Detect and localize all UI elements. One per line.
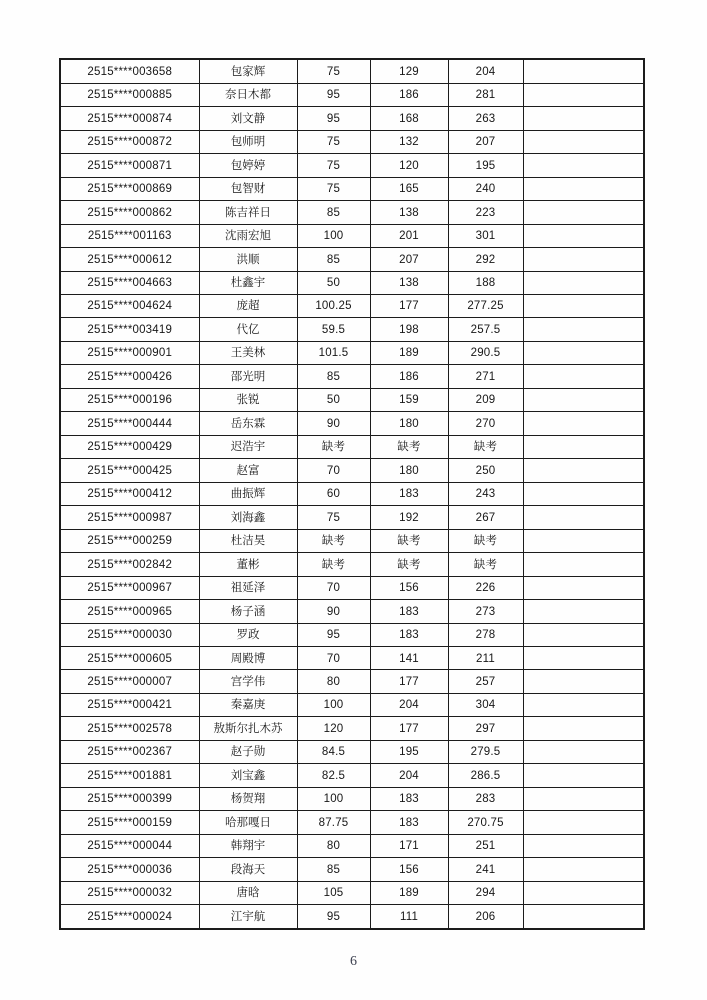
cell-score1: 100: [297, 787, 370, 810]
cell-score2: 183: [370, 623, 448, 646]
cell-candidate-id: 2515****002578: [60, 717, 199, 740]
cell-total: 211: [448, 647, 523, 670]
cell-name: 陈吉祥日: [199, 201, 297, 224]
cell-score2: 138: [370, 201, 448, 224]
cell-total: 301: [448, 224, 523, 247]
table-row: [60, 388, 644, 411]
cell-name: 江宇航: [199, 905, 297, 929]
cell-score1: 100: [297, 224, 370, 247]
cell-candidate-id: 2515****000399: [60, 787, 199, 810]
cell-score1: 105: [297, 881, 370, 904]
cell-blank: [523, 271, 644, 294]
cell-score1: 95: [297, 107, 370, 130]
cell-score1: 70: [297, 576, 370, 599]
cell-name: 周殿博: [199, 647, 297, 670]
cell-name: 庞超: [199, 294, 297, 317]
table-row: [60, 787, 644, 810]
cell-candidate-id: 2515****000036: [60, 858, 199, 881]
cell-candidate-id: 2515****000965: [60, 600, 199, 623]
cell-total: 278: [448, 623, 523, 646]
cell-total: 273: [448, 600, 523, 623]
cell-total: 277.25: [448, 294, 523, 317]
cell-name: 代亿: [199, 318, 297, 341]
cell-score1: 87.75: [297, 811, 370, 834]
cell-blank: [523, 388, 644, 411]
cell-candidate-id: 2515****004663: [60, 271, 199, 294]
cell-total: 195: [448, 154, 523, 177]
cell-candidate-id: 2515****000159: [60, 811, 199, 834]
cell-candidate-id: 2515****000426: [60, 365, 199, 388]
cell-blank: [523, 858, 644, 881]
cell-blank: [523, 459, 644, 482]
cell-candidate-id: 2515****000429: [60, 435, 199, 458]
cell-blank: [523, 341, 644, 364]
cell-score1: 70: [297, 459, 370, 482]
table-row: [60, 881, 644, 904]
cell-name: 杨贺翔: [199, 787, 297, 810]
cell-score1: 80: [297, 834, 370, 857]
cell-score2: 207: [370, 248, 448, 271]
cell-name: 罗政: [199, 623, 297, 646]
cell-score1: 120: [297, 717, 370, 740]
cell-name: 曲振辉: [199, 482, 297, 505]
cell-score2: 156: [370, 576, 448, 599]
cell-blank: [523, 787, 644, 810]
cell-blank: [523, 224, 644, 247]
cell-score1: 90: [297, 600, 370, 623]
cell-candidate-id: 2515****000901: [60, 341, 199, 364]
scores-table: [59, 58, 645, 930]
table-row: [60, 529, 644, 552]
cell-candidate-id: 2515****001163: [60, 224, 199, 247]
cell-score1: 缺考: [297, 553, 370, 576]
cell-score1: 85: [297, 201, 370, 224]
cell-score2: 141: [370, 647, 448, 670]
cell-total: 缺考: [448, 553, 523, 576]
table-row: [60, 59, 644, 83]
cell-score2: 缺考: [370, 435, 448, 458]
cell-blank: [523, 811, 644, 834]
cell-candidate-id: 2515****001881: [60, 764, 199, 787]
cell-score2: 201: [370, 224, 448, 247]
table-row: [60, 482, 644, 505]
cell-total: 281: [448, 83, 523, 106]
table-row: [60, 318, 644, 341]
cell-blank: [523, 576, 644, 599]
cell-candidate-id: 2515****000612: [60, 248, 199, 271]
cell-score2: 132: [370, 130, 448, 153]
cell-score2: 120: [370, 154, 448, 177]
cell-total: 279.5: [448, 740, 523, 763]
cell-score2: 183: [370, 482, 448, 505]
cell-score1: 90: [297, 412, 370, 435]
cell-score1: 75: [297, 177, 370, 200]
cell-name: 宫学伟: [199, 670, 297, 693]
cell-score1: 101.5: [297, 341, 370, 364]
cell-name: 杨子涵: [199, 600, 297, 623]
cell-candidate-id: 2515****000605: [60, 647, 199, 670]
cell-name: 刘海鑫: [199, 506, 297, 529]
cell-blank: [523, 905, 644, 929]
table-row: [60, 576, 644, 599]
cell-blank: [523, 435, 644, 458]
cell-score2: 183: [370, 787, 448, 810]
cell-candidate-id: 2515****000024: [60, 905, 199, 929]
cell-blank: [523, 107, 644, 130]
table-row: [60, 107, 644, 130]
cell-name: 董彬: [199, 553, 297, 576]
cell-score2: 186: [370, 83, 448, 106]
cell-name: 张锐: [199, 388, 297, 411]
cell-name: 王美林: [199, 341, 297, 364]
table-row: [60, 858, 644, 881]
cell-total: 250: [448, 459, 523, 482]
cell-blank: [523, 600, 644, 623]
cell-total: 267: [448, 506, 523, 529]
cell-name: 赵富: [199, 459, 297, 482]
scores-table-body: [60, 59, 644, 929]
cell-blank: [523, 529, 644, 552]
table-row: [60, 553, 644, 576]
cell-total: 286.5: [448, 764, 523, 787]
cell-blank: [523, 412, 644, 435]
cell-name: 沈雨宏旭: [199, 224, 297, 247]
cell-total: 226: [448, 576, 523, 599]
cell-name: 杜洁昊: [199, 529, 297, 552]
table-row: [60, 740, 644, 763]
cell-score1: 60: [297, 482, 370, 505]
cell-name: 唐晗: [199, 881, 297, 904]
cell-total: 241: [448, 858, 523, 881]
cell-score1: 80: [297, 670, 370, 693]
table-row: [60, 224, 644, 247]
cell-total: 251: [448, 834, 523, 857]
cell-name: 包师明: [199, 130, 297, 153]
cell-score1: 50: [297, 388, 370, 411]
cell-blank: [523, 294, 644, 317]
cell-candidate-id: 2515****003419: [60, 318, 199, 341]
cell-score2: 204: [370, 693, 448, 716]
table-row: [60, 717, 644, 740]
table-row: [60, 459, 644, 482]
cell-candidate-id: 2515****002367: [60, 740, 199, 763]
cell-blank: [523, 130, 644, 153]
cell-score2: 192: [370, 506, 448, 529]
cell-score1: 70: [297, 647, 370, 670]
cell-total: 207: [448, 130, 523, 153]
cell-candidate-id: 2515****000032: [60, 881, 199, 904]
cell-candidate-id: 2515****002842: [60, 553, 199, 576]
cell-name: 刘文静: [199, 107, 297, 130]
table-row: [60, 670, 644, 693]
cell-total: 263: [448, 107, 523, 130]
cell-score2: 177: [370, 294, 448, 317]
cell-candidate-id: 2515****000030: [60, 623, 199, 646]
cell-candidate-id: 2515****000044: [60, 834, 199, 857]
cell-score2: 186: [370, 365, 448, 388]
cell-score1: 82.5: [297, 764, 370, 787]
table-row: [60, 154, 644, 177]
cell-score1: 75: [297, 59, 370, 83]
cell-total: 304: [448, 693, 523, 716]
table-row: [60, 435, 644, 458]
cell-total: 290.5: [448, 341, 523, 364]
cell-candidate-id: 2515****000259: [60, 529, 199, 552]
table-row: [60, 83, 644, 106]
cell-blank: [523, 881, 644, 904]
cell-blank: [523, 623, 644, 646]
table-row: [60, 764, 644, 787]
table-row: [60, 600, 644, 623]
cell-total: 204: [448, 59, 523, 83]
cell-blank: [523, 59, 644, 83]
cell-score1: 95: [297, 83, 370, 106]
cell-score1: 75: [297, 130, 370, 153]
cell-score2: 189: [370, 881, 448, 904]
cell-blank: [523, 647, 644, 670]
cell-score2: 138: [370, 271, 448, 294]
table-row: [60, 294, 644, 317]
cell-score1: 75: [297, 506, 370, 529]
cell-score1: 缺考: [297, 529, 370, 552]
cell-total: 209: [448, 388, 523, 411]
cell-name: 段海天: [199, 858, 297, 881]
cell-total: 缺考: [448, 529, 523, 552]
cell-blank: [523, 83, 644, 106]
cell-score1: 95: [297, 623, 370, 646]
cell-score2: 129: [370, 59, 448, 83]
cell-score2: 183: [370, 811, 448, 834]
table-row: [60, 412, 644, 435]
cell-total: 257.5: [448, 318, 523, 341]
cell-blank: [523, 764, 644, 787]
cell-total: 243: [448, 482, 523, 505]
cell-score2: 缺考: [370, 553, 448, 576]
cell-score2: 111: [370, 905, 448, 929]
table-row: [60, 365, 644, 388]
cell-name: 祖延泽: [199, 576, 297, 599]
cell-blank: [523, 365, 644, 388]
cell-candidate-id: 2515****003658: [60, 59, 199, 83]
table-row: [60, 341, 644, 364]
cell-total: 292: [448, 248, 523, 271]
cell-score1: 85: [297, 858, 370, 881]
table-row: [60, 130, 644, 153]
cell-candidate-id: 2515****000007: [60, 670, 199, 693]
cell-score2: 180: [370, 412, 448, 435]
cell-score2: 177: [370, 670, 448, 693]
cell-total: 223: [448, 201, 523, 224]
cell-candidate-id: 2515****000425: [60, 459, 199, 482]
cell-total: 283: [448, 787, 523, 810]
cell-blank: [523, 248, 644, 271]
cell-candidate-id: 2515****000874: [60, 107, 199, 130]
table-row: [60, 905, 644, 929]
table-row: [60, 177, 644, 200]
cell-candidate-id: 2515****000421: [60, 693, 199, 716]
cell-score2: 195: [370, 740, 448, 763]
cell-blank: [523, 553, 644, 576]
cell-blank: [523, 201, 644, 224]
table-row: [60, 506, 644, 529]
cell-name: 奈日木都: [199, 83, 297, 106]
cell-score2: 168: [370, 107, 448, 130]
cell-name: 敖斯尔扎木苏: [199, 717, 297, 740]
cell-total: 240: [448, 177, 523, 200]
table-row: [60, 248, 644, 271]
cell-score2: 171: [370, 834, 448, 857]
cell-name: 刘宝鑫: [199, 764, 297, 787]
cell-candidate-id: 2515****000869: [60, 177, 199, 200]
cell-score1: 95: [297, 905, 370, 929]
cell-candidate-id: 2515****004624: [60, 294, 199, 317]
cell-score2: 156: [370, 858, 448, 881]
cell-blank: [523, 482, 644, 505]
cell-blank: [523, 506, 644, 529]
table-row: [60, 201, 644, 224]
cell-blank: [523, 693, 644, 716]
cell-score1: 75: [297, 154, 370, 177]
cell-total: 271: [448, 365, 523, 388]
cell-blank: [523, 670, 644, 693]
cell-name: 韩翔宇: [199, 834, 297, 857]
cell-name: 杜鑫宇: [199, 271, 297, 294]
cell-name: 洪顺: [199, 248, 297, 271]
cell-blank: [523, 318, 644, 341]
cell-candidate-id: 2515****000885: [60, 83, 199, 106]
cell-score1: 100: [297, 693, 370, 716]
cell-blank: [523, 177, 644, 200]
cell-total: 257: [448, 670, 523, 693]
cell-blank: [523, 717, 644, 740]
cell-score1: 85: [297, 365, 370, 388]
cell-candidate-id: 2515****000967: [60, 576, 199, 599]
cell-name: 秦嘉庚: [199, 693, 297, 716]
cell-name: 包家辉: [199, 59, 297, 83]
table-row: [60, 834, 644, 857]
cell-candidate-id: 2515****000987: [60, 506, 199, 529]
cell-score2: 198: [370, 318, 448, 341]
cell-blank: [523, 834, 644, 857]
cell-blank: [523, 740, 644, 763]
cell-name: 包智财: [199, 177, 297, 200]
cell-score1: 85: [297, 248, 370, 271]
cell-score1: 100.25: [297, 294, 370, 317]
cell-total: 188: [448, 271, 523, 294]
cell-total: 270: [448, 412, 523, 435]
cell-name: 哈那嘎日: [199, 811, 297, 834]
cell-score1: 50: [297, 271, 370, 294]
cell-score2: 缺考: [370, 529, 448, 552]
cell-score2: 183: [370, 600, 448, 623]
cell-candidate-id: 2515****000872: [60, 130, 199, 153]
cell-score2: 159: [370, 388, 448, 411]
cell-score2: 165: [370, 177, 448, 200]
cell-total: 297: [448, 717, 523, 740]
cell-name: 岳东霖: [199, 412, 297, 435]
cell-name: 邵光明: [199, 365, 297, 388]
cell-score2: 180: [370, 459, 448, 482]
cell-total: 270.75: [448, 811, 523, 834]
cell-total: 缺考: [448, 435, 523, 458]
cell-candidate-id: 2515****000412: [60, 482, 199, 505]
cell-candidate-id: 2515****000862: [60, 201, 199, 224]
cell-name: 迟浩宇: [199, 435, 297, 458]
table-row: [60, 693, 644, 716]
cell-score1: 缺考: [297, 435, 370, 458]
cell-blank: [523, 154, 644, 177]
table-row: [60, 271, 644, 294]
table-row: [60, 811, 644, 834]
cell-candidate-id: 2515****000444: [60, 412, 199, 435]
cell-score2: 204: [370, 764, 448, 787]
cell-name: 包婷婷: [199, 154, 297, 177]
cell-score2: 177: [370, 717, 448, 740]
table-row: [60, 623, 644, 646]
cell-name: 赵子勋: [199, 740, 297, 763]
cell-total: 294: [448, 881, 523, 904]
page-number: 6: [350, 954, 357, 969]
cell-candidate-id: 2515****000196: [60, 388, 199, 411]
table-row: [60, 647, 644, 670]
cell-score1: 84.5: [297, 740, 370, 763]
cell-score2: 189: [370, 341, 448, 364]
cell-score1: 59.5: [297, 318, 370, 341]
cell-candidate-id: 2515****000871: [60, 154, 199, 177]
cell-total: 206: [448, 905, 523, 929]
